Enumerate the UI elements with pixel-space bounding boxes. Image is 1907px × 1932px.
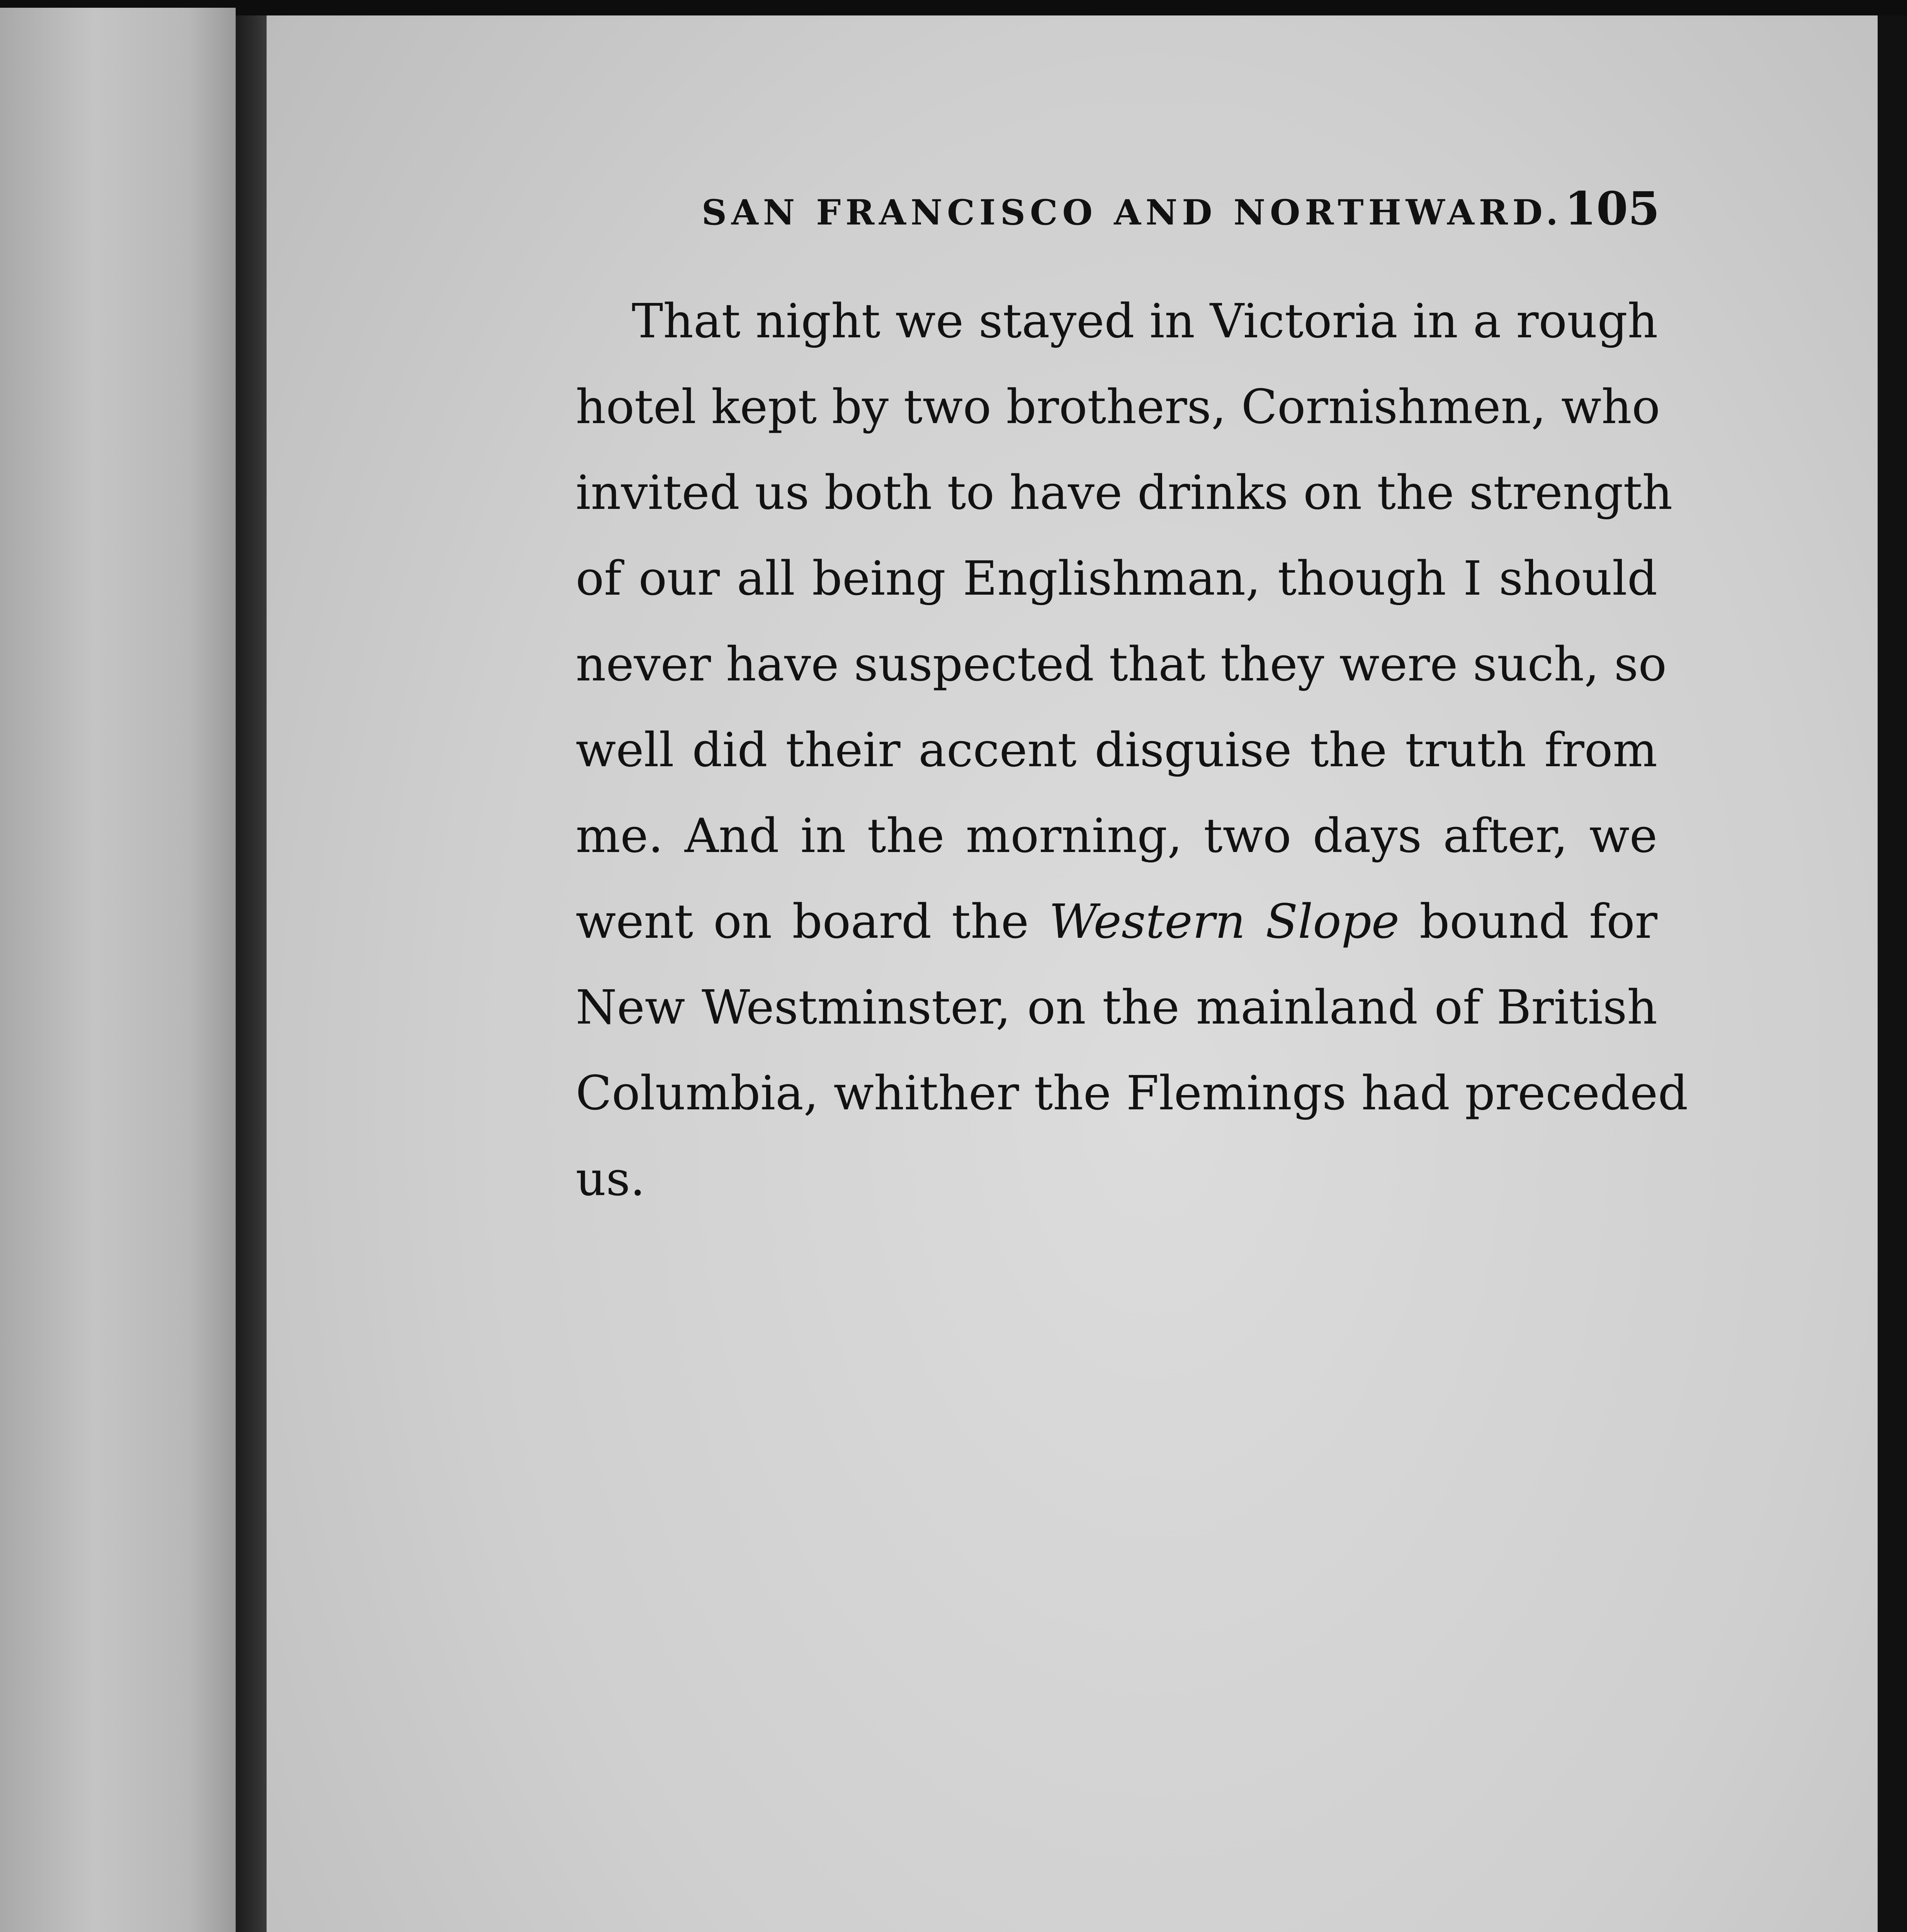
text-line: well did their accent disguise the truth from — [576, 723, 1657, 777]
text-line: of our all being Englishman, though I should — [576, 551, 1657, 606]
text-line: us. — [576, 1151, 645, 1206]
text-line — [576, 879, 1657, 964]
text-line: me. And in the morning, two days after, we — [576, 808, 1657, 863]
text-line: invited us both to have drinks on the strength — [576, 465, 1673, 520]
book-gutter — [236, 15, 267, 1932]
facing-page-edge — [0, 8, 236, 1932]
text-line: New Westminster, on the mainland of British — [576, 980, 1657, 1035]
scan-border-right — [1878, 15, 1907, 1932]
page-number: 105 — [1564, 182, 1660, 235]
text-line: That night we stayed in Victoria in a rough — [632, 294, 1658, 349]
text-segment: went on board the — [576, 894, 1049, 949]
running-title: SAN FRANCISCO AND NORTHWARD. — [702, 192, 1563, 233]
ship-name: Western Slope — [1049, 894, 1400, 949]
text-segment: bound for — [1399, 894, 1658, 949]
text-line: hotel kept by two brothers, Cornishmen, who — [576, 379, 1661, 434]
running-head — [702, 182, 1660, 240]
text-line: never have suspected that they were such, so — [576, 637, 1667, 692]
text-line: Columbia, whither the Flemings had preceded — [576, 1066, 1688, 1121]
body-paragraph — [576, 278, 1688, 1222]
